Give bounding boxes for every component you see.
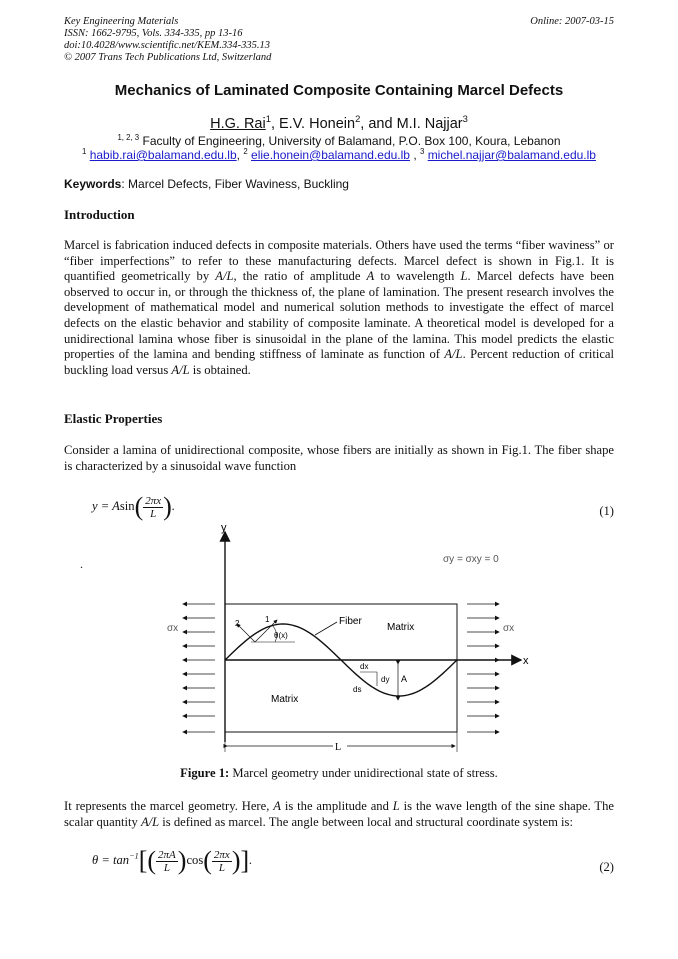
matrix-bottom-label: Matrix: [271, 694, 299, 705]
eq1-fn: sin: [119, 498, 135, 513]
intro-text-4: . Marcel defects have been observed to occur in, or through the thickness of, the plane of lamination. The present research involves the development of mathematical model and numerical solution methods to investigate the effect of marcel defects on the elastic behavior and stability of composite laminate. A theoretical model is developed for a unidirectional lamina whose fiber is sinusoidal in the plane of the lamina. This model predicts the elastic properties of the lamina and bending stiffness of laminate as function of: [64, 269, 614, 362]
eq2-lhs: θ = tan: [92, 852, 130, 867]
author-najjar: , and M.I. Najjar: [360, 116, 463, 132]
eq2-sup: −1: [129, 851, 139, 861]
eq1-denominator: L: [150, 507, 157, 520]
after-text-3: is the wave length of the sine shape. The scalar quantity: [64, 799, 614, 829]
doi-line: doi:10.4028/www.scientific.net/KEM.334-335.13: [64, 40, 270, 51]
ds-label: ds: [353, 685, 362, 694]
intro-l: L: [460, 269, 468, 284]
matrix-top-label: Matrix: [387, 622, 415, 633]
author-sup-2: 2: [355, 113, 361, 125]
after-l: L: [392, 799, 400, 813]
affiliation-text: Faculty of Engineering, University of Balamand, P.O. Box 100, Koura, Lebanon: [139, 134, 561, 148]
author-rai: H.G. Rai: [210, 116, 266, 132]
intro-al-3: A/L: [171, 362, 190, 377]
stress-condition: σy = σxy = 0: [443, 554, 499, 565]
eq1-tail: .: [171, 498, 175, 513]
journal-name: Key Engineering Materials: [64, 16, 179, 27]
elastic-paragraph: Consider a lamina of unidirectional composite, whose fibers are initially as shown in Fig.1. The fiber shape is characterized by a sinusoidal wave function: [64, 443, 614, 473]
sigma-left-label: σx: [167, 623, 179, 634]
after-al: A/L: [140, 814, 160, 829]
author-sup-1: 1: [265, 113, 271, 125]
email-link-honein[interactable]: elie.honein@balamand.edu.lb: [251, 148, 410, 162]
y-axis-label: y: [221, 522, 227, 534]
journal-header: [64, 16, 271, 64]
left-stress-arrows: [183, 604, 215, 732]
author-sup-3: 3: [462, 113, 468, 125]
keywords-label: Keywords: [64, 177, 122, 191]
axis-2-label: 2: [235, 619, 240, 628]
eq2-numerator-2: 2πx: [213, 848, 230, 861]
eq2-fn: cos: [186, 852, 204, 867]
author-honein: , E.V. Honein: [270, 116, 356, 132]
theta-label: θ(x): [274, 631, 288, 640]
elastic-heading: Elastic Properties: [64, 411, 163, 426]
intro-a: A: [366, 269, 375, 284]
dy-label: dy: [381, 675, 390, 684]
equation-2-number: (2): [599, 860, 614, 874]
intro-text-6: is obtained.: [189, 362, 251, 377]
marcel-figure: [155, 520, 535, 762]
intro-al-1: A/L: [215, 269, 234, 284]
eq1-numerator: 2πx: [145, 494, 162, 507]
eq1-lhs: y = A: [92, 498, 120, 513]
affiliation-sup: 1, 2, 3: [117, 133, 140, 142]
figure-caption: [0, 766, 678, 781]
keywords-text: : Marcel Defects, Fiber Waviness, Buckling: [121, 177, 349, 191]
intro-text-5: . Percent reduction of critical buckling load versus: [64, 347, 614, 377]
wavelength-label: L: [335, 742, 342, 753]
intro-heading: Introduction: [64, 207, 135, 222]
equation-1: y = Asin( $\frac{2\pi x}{L}$ ).: [92, 492, 175, 521]
intro-text-2: , the ratio of amplitude: [233, 269, 367, 284]
email-sup-1: 1: [82, 147, 87, 156]
equation-2: $\theta = \tan^{-1}$[( $\frac{2\pi A}{L}$ )cos( $\frac{2\pi x}{L}$ )].: [92, 846, 253, 875]
email-line: $^1$ habib.rai@balamand.edu.lb, $^2$ elie.honein@balamand.edu.lb , $^3$ michel.najjar@balamand.edu.lb: [82, 147, 596, 162]
eq2-tail: .: [249, 852, 253, 867]
paper-title: Mechanics of Laminated Composite Containing Marcel Defects: [114, 82, 564, 99]
after-a: A: [273, 799, 281, 813]
caption-label: Figure 1:: [180, 766, 230, 780]
intro-al-2: A/L: [444, 347, 463, 362]
after-text-2: is the amplitude and: [280, 799, 393, 813]
amplitude-label: A: [401, 674, 408, 684]
intro-paragraph: [64, 238, 614, 378]
email-sup-3: 3: [420, 147, 425, 156]
online-date: Online: 2007-03-15: [530, 16, 614, 27]
stray-period: .: [80, 557, 83, 571]
copyright-line: © 2007 Trans Tech Publications Ltd, Switzerland: [64, 52, 272, 63]
local-axis-2: [237, 624, 255, 642]
caption-text: Marcel geometry under unidirectional state of stress.: [229, 766, 498, 780]
affiliation: [0, 134, 678, 148]
after-text-4: is defined as marcel. The angle between local and structural coordinate system is:: [159, 814, 573, 829]
fiber-label: Fiber: [339, 616, 362, 627]
eq2-denominator-1: L: [163, 861, 170, 874]
author-line: [0, 113, 678, 132]
fiber-leader: [315, 622, 337, 635]
email-link-najjar[interactable]: michel.najjar@balamand.edu.lb: [427, 148, 596, 162]
intro-text-3: to wavelength: [374, 269, 461, 284]
intro-text-1: Marcel is fabrication induced defects in composite materials. Others have used the terms “fiber waviness” or “fiber imperfections” to refer to these manufacturing defects. Marcel defect is shown in Fig.1. It is quantified geometrically by: [64, 238, 614, 284]
eq2-denominator-2: L: [218, 861, 225, 874]
keywords: [64, 177, 349, 191]
geometry-paragraph: [64, 799, 614, 830]
after-text-1: It represents the marcel geometry. Here,: [64, 799, 274, 813]
x-axis-label: x: [523, 655, 529, 667]
email-link-rai[interactable]: habib.rai@balamand.edu.lb: [89, 148, 237, 162]
right-stress-arrows: [467, 604, 499, 732]
equation-1-number: (1): [599, 504, 614, 518]
issn-line: ISSN: 1662-9795, Vols. 334-335, pp 13-16: [64, 28, 243, 39]
eq2-numerator-1: 2πA: [158, 848, 176, 861]
axis-1-label: 1: [265, 615, 270, 624]
dx-label: dx: [360, 662, 369, 671]
email-sup-2: 2: [243, 147, 248, 156]
sigma-right-label: σx: [503, 623, 515, 634]
